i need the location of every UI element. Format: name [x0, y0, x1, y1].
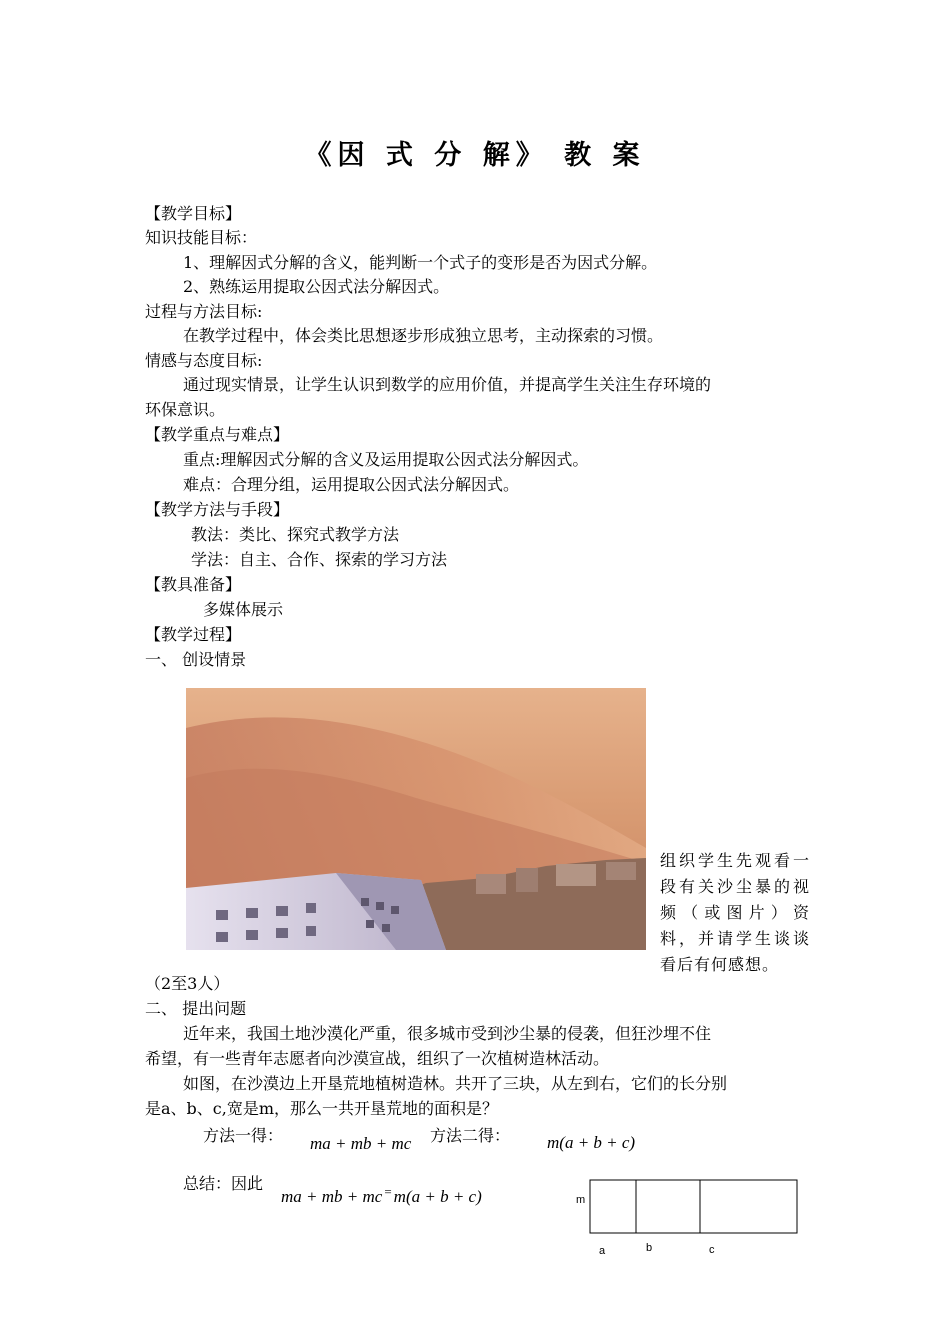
diagram-label-b: b — [646, 1242, 653, 1254]
key-point: 重点:理解因式分解的含义及运用提取公因式法分解因式。 — [183, 450, 589, 469]
section-heading-process: 【教学过程】 — [145, 625, 242, 644]
paragraph-2-line-1: 如图，在沙漠边上开垦荒地植树造林。共开了三块，从左到右，它们的长分别 — [183, 1074, 728, 1093]
emotion-item-line-1: 通过现实情景，让学生认识到数学的应用价值，并提高学生关注生存环境的 — [183, 375, 712, 394]
method-2-label: 方法二得： — [430, 1126, 511, 1145]
difficulty-point: 难点：合理分组，运用提取公因式法分解因式。 — [183, 475, 520, 494]
teaching-method: 教法：类比、探究式教学方法 — [191, 525, 400, 544]
section-heading-tools: 【教具准备】 — [145, 575, 242, 594]
process-item-1: 在教学过程中，体会类比思想逐步形成独立思考，主动探索的习惯。 — [183, 326, 664, 345]
diagram-label-c: c — [709, 1244, 715, 1256]
summary-equals-sign: = — [384, 1184, 392, 1199]
paragraph-1-line-2: 希望，有一些青年志愿者向沙漠宣战，组织了一次植树造林活动。 — [145, 1049, 610, 1068]
page-title: 《因 式 分 解》 教 案 — [304, 140, 646, 171]
sandstorm-photo-graphic — [186, 688, 646, 950]
tools-item: 多媒体展示 — [203, 600, 284, 619]
knowledge-item-2: 2、熟练运用提取公因式法分解因式。 — [183, 277, 450, 296]
process-step-1: 一、 创设情景 — [145, 650, 247, 669]
diagram-label-m: m — [576, 1194, 586, 1206]
summary-equation — [281, 1184, 482, 1207]
section-heading-methods: 【教学方法与手段】 — [145, 500, 290, 519]
paragraph-1-line-1: 近年来，我国土地沙漠化严重，很多城市受到沙尘暴的侵袭，但狂沙埋不住 — [183, 1024, 712, 1043]
plots-outline — [590, 1180, 797, 1233]
summary-label: 总结：因此 — [183, 1174, 264, 1193]
land-plots-diagram — [570, 1175, 810, 1265]
side-note-continuation: （2至3人） — [145, 974, 230, 993]
process-step-2: 二、 提出问题 — [145, 999, 247, 1018]
paragraph-2-line-2: 是a、b、c,宽是m，那么一共开垦荒地的面积是？ — [145, 1099, 499, 1118]
method-1-expression: ma + mb + mc — [310, 1134, 412, 1153]
diagram-label-a: a — [599, 1245, 606, 1257]
emotion-heading: 情感与态度目标: — [145, 351, 263, 370]
knowledge-heading: 知识技能目标： — [145, 228, 258, 247]
section-heading-objectives: 【教学目标】 — [145, 204, 242, 223]
sandstorm-photo — [186, 688, 646, 950]
method-2-expression: m(a + b + c) — [547, 1133, 636, 1152]
summary-left-expression: ma + mb + mc — [281, 1187, 383, 1206]
method-1-label: 方法一得： — [203, 1126, 284, 1145]
emotion-item-line-2: 环保意识。 — [145, 400, 226, 419]
section-heading-key-points: 【教学重点与难点】 — [145, 425, 290, 444]
process-heading: 过程与方法目标: — [145, 302, 263, 321]
summary-right-expression: m(a + b + c) — [393, 1187, 482, 1206]
knowledge-item-1: 1、理解因式分解的含义，能判断一个式子的变形是否为因式分解。 — [183, 253, 658, 272]
learning-method: 学法：自主、合作、探索的学习方法 — [191, 550, 448, 569]
land-plots-graphic — [570, 1175, 810, 1265]
photo-side-note: 组织学生先观看一段有关沙尘暴的视频（或图片）资料，并请学生谈谈看后有何感想。 — [660, 851, 810, 974]
